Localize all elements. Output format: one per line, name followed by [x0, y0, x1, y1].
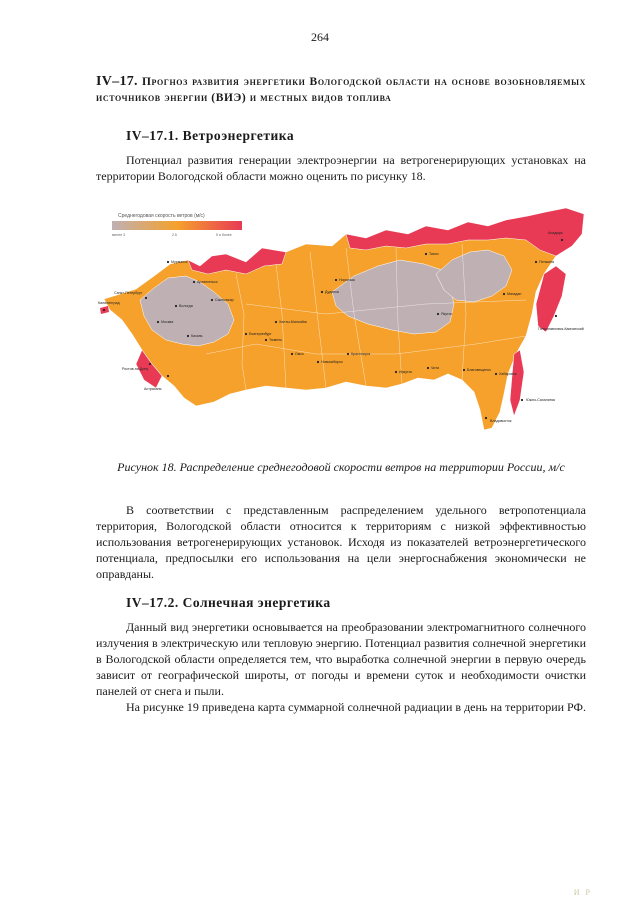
city-label: Калининград [98, 301, 120, 305]
city-marker [535, 261, 537, 263]
city-label: Тюмень [269, 338, 283, 342]
city-marker [167, 375, 169, 377]
city-marker [193, 281, 195, 283]
legend-title: Среднегодовая скорость ветров (м/с) [118, 213, 205, 219]
city-label: Новосибирск [321, 360, 343, 364]
city-marker [555, 315, 557, 317]
city-marker [275, 321, 277, 323]
city-label: Норильск [339, 278, 355, 282]
city-marker [495, 373, 497, 375]
city-marker [245, 333, 247, 335]
footer-mark: И Р [573, 888, 592, 897]
city-label: Дудинка [325, 290, 339, 294]
city-marker [167, 261, 169, 263]
page-number: 264 [311, 30, 329, 44]
city-marker [437, 313, 439, 315]
section-heading-wind: IV–17.1. Ветроэнергетика [126, 128, 295, 143]
city-label: Сыктывкар [215, 298, 234, 302]
city-marker [521, 399, 523, 401]
city-label: Казань [191, 334, 203, 338]
section-heading-solar: IV–17.2. Солнечная энергетика [126, 595, 331, 610]
solar-paragraph-2 [96, 699, 586, 715]
city-label: Магадан [507, 292, 522, 296]
city-label: Иркутск [399, 370, 412, 374]
city-label: Москва [161, 320, 174, 324]
city-label: Анадырь [548, 231, 563, 235]
wind-intro-text: Потенциал развития генерации электроэнергии на ветрогенерирующих установках на территории Вологодской области можно оценить по рисунку 18. [96, 153, 586, 183]
solar-paragraph-1-text: Данный вид энергетики основывается на преобразовании электромагнитного солнечного излучения в электрическую или тепловую энергию. Потенциал развития солнечной энергетики в Вологодской области определяется тем, что выработка солнечной энергии в первую очередь зависит от географической широты, от погоды и времени суток и необходимости очистки панелей от снега и пыли. [96, 620, 586, 698]
legend-tick-low: менее 3 [112, 233, 126, 237]
city-label: Ханты-Мансийск [279, 320, 308, 324]
city-marker [149, 363, 151, 365]
city-marker [425, 253, 427, 255]
city-label: Ростов-на-Дону [122, 367, 149, 371]
city-marker [317, 361, 319, 363]
city-marker [291, 353, 293, 355]
legend-color-bar [112, 221, 242, 230]
city-label: Вологда [179, 304, 193, 308]
city-marker [211, 299, 213, 301]
solar-paragraph-1 [96, 619, 586, 699]
chapter-title-text: Прогноз развития энергетики Вологодской области на основе возобновляемых источников энергии (ВИЭ) и местных видов топлива [96, 76, 586, 104]
city-label: Чита [431, 366, 440, 370]
city-label: Петропавловск-Камчатский [538, 327, 584, 331]
city-label: Тикси [429, 252, 439, 256]
city-label: Пенжина [539, 260, 554, 264]
city-label: Мурманск [171, 260, 188, 264]
city-marker [145, 297, 147, 299]
city-label: Астрахань [144, 387, 162, 391]
city-label: Омск [295, 352, 304, 356]
city-marker [321, 291, 323, 293]
legend-tick-mid: 2.5 [172, 233, 177, 237]
city-label: Южно-Сахалинск [526, 398, 556, 402]
wind-conclusion-paragraph [96, 502, 586, 582]
city-marker [463, 369, 465, 371]
city-marker [561, 239, 563, 241]
city-label: Хабаровск [499, 372, 517, 376]
wind-intro-paragraph [96, 152, 586, 184]
city-label: Красноярск [351, 352, 371, 356]
wind-speed-map-figure [96, 204, 586, 444]
city-label: Благовещенск [467, 368, 491, 372]
chapter-title [96, 74, 586, 106]
city-marker [503, 293, 505, 295]
city-marker [395, 371, 397, 373]
city-label: Якутск [441, 312, 452, 316]
city-label: Екатеринбург [249, 332, 272, 336]
city-marker [427, 367, 429, 369]
city-marker [103, 309, 105, 311]
legend-tick-high: 5 и более [216, 233, 232, 237]
figure-caption: Рисунок 18. Распределение среднегодовой скорости ветров на территории России, м/с [117, 460, 565, 474]
city-marker [157, 321, 159, 323]
solar-paragraph-2-text: На рисунке 19 приведена карта суммарной солнечной радиации в день на территории РФ. [126, 700, 587, 714]
city-label: Санкт-Петербург [114, 291, 143, 295]
city-label: Архангельск [197, 280, 218, 284]
city-marker [485, 417, 487, 419]
city-marker [335, 279, 337, 281]
city-marker [347, 353, 349, 355]
wind-conclusion-text: В соответствии с представленным распределением удельного ветропотенциала территория, Вологодской области относится к территориям с низкой эффективностью использования ветрогенерирующих установок. Исходя из показателей ветроэнергетического потенциала, предпосылки его использования на цели энергоснабжения экономически не оправданы. [96, 503, 586, 581]
chapter-number: IV–17. [96, 74, 138, 89]
wind-speed-map [96, 204, 586, 444]
city-marker [265, 339, 267, 341]
city-label: Владивосток [490, 419, 512, 423]
city-marker [187, 335, 189, 337]
city-marker [175, 305, 177, 307]
